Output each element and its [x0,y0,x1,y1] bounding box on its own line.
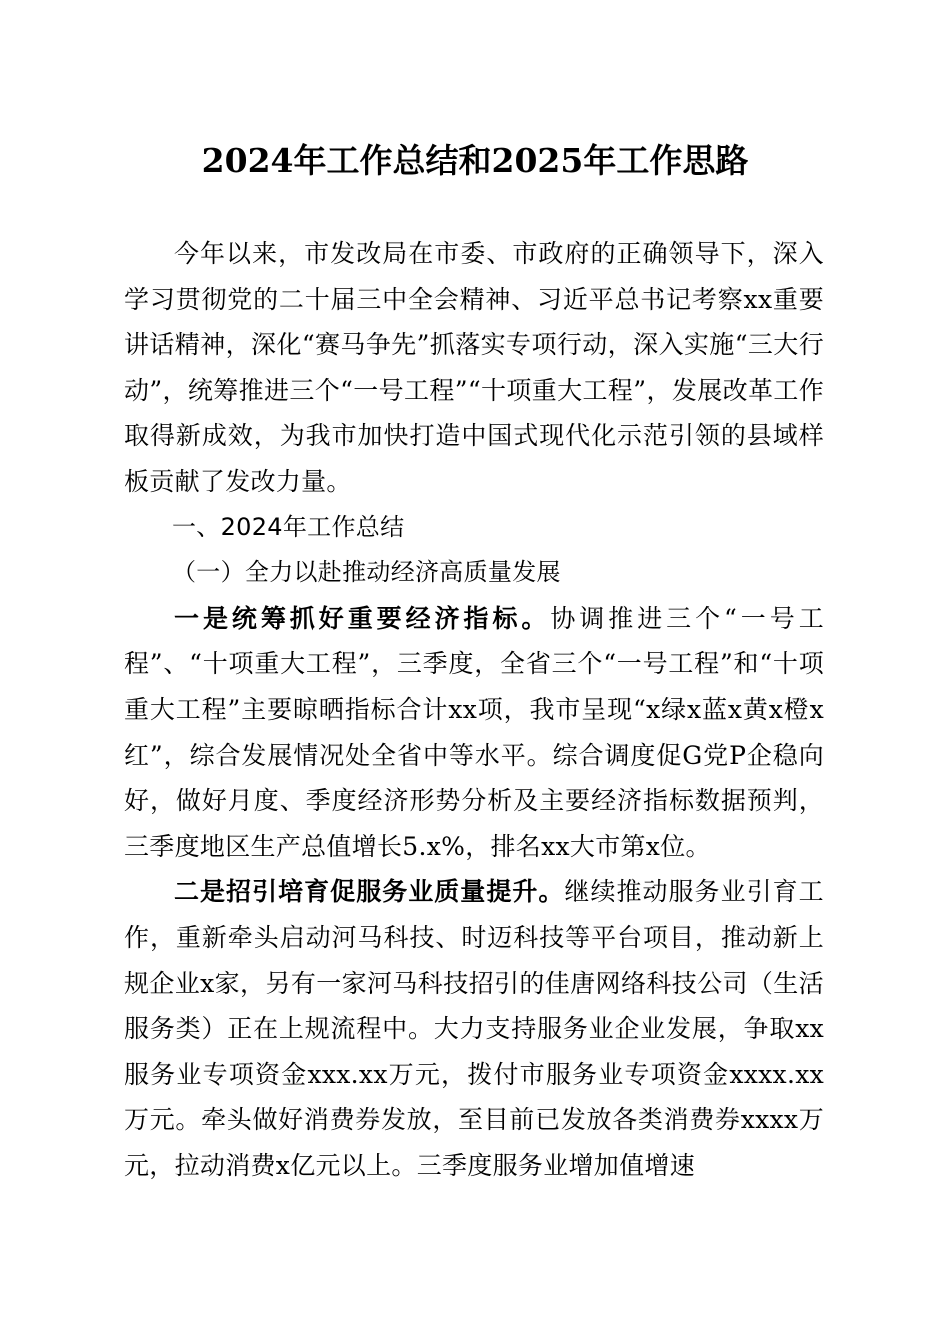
item-text-1: 协调推进三个“一号工程”、“十项重大工程”，三季度，全省三个“一号工程”和“十项重大工程”主要晾晒指标合计xx项，我市呈现“x绿x蓝x黄x橙x红”，综合发展情况处全省中等水平。综合调度促G党P企稳向好，做好月度、季度经济形势分析及主要经济指标数据预判，三季度地区生产总值增长5.x%，排名xx大市第x位。 [124,603,824,861]
subsection-heading: （一）全力以赴推动经济高质量发展 [172,558,561,587]
document-body [124,231,824,1188]
intro-paragraph: 今年以来，市发改局在市委、市政府的正确领导下，深入学习贯彻党的二十届三中全会精神、习近平总书记考察xx重要讲话精神，深化“赛马争先”抓落实专项行动，深入实施“三大行动”，统筹推进三个“一号工程”“十项重大工程”，发展改革工作取得新成效，为我市加快打造中国式现代化示范引领的县域样板贡献了发改力量。 [124,239,824,496]
item-paragraph-2 [124,869,824,1188]
section-heading: 一、2024年工作总结 [172,512,405,541]
item-paragraph-1 [124,596,824,870]
item-lead-2: 二是招引培育促服务业质量提升。 [174,877,565,907]
document-title: 2024年工作总结和2025年工作思路 [201,141,749,180]
item-text-2: 继续推动服务业引育工作，重新牵头启动河马科技、时迈科技等平台项目，推动新上规企业x家，另有一家河马科技招引的佳唐网络科技公司（生活服务类）正在上规流程中。大力支持服务业企业发展，争取xx服务业专项资金xxx.xx万元，拨付市服务业专项资金xxxx.xx万元。牵头做好消费券发放，至目前已发放各类消费券xxxx万元，拉动消费x亿元以上。三季度服务业增加值增速 [124,877,824,1180]
item-lead-1: 一是统筹抓好重要经济指标。 [174,603,551,633]
